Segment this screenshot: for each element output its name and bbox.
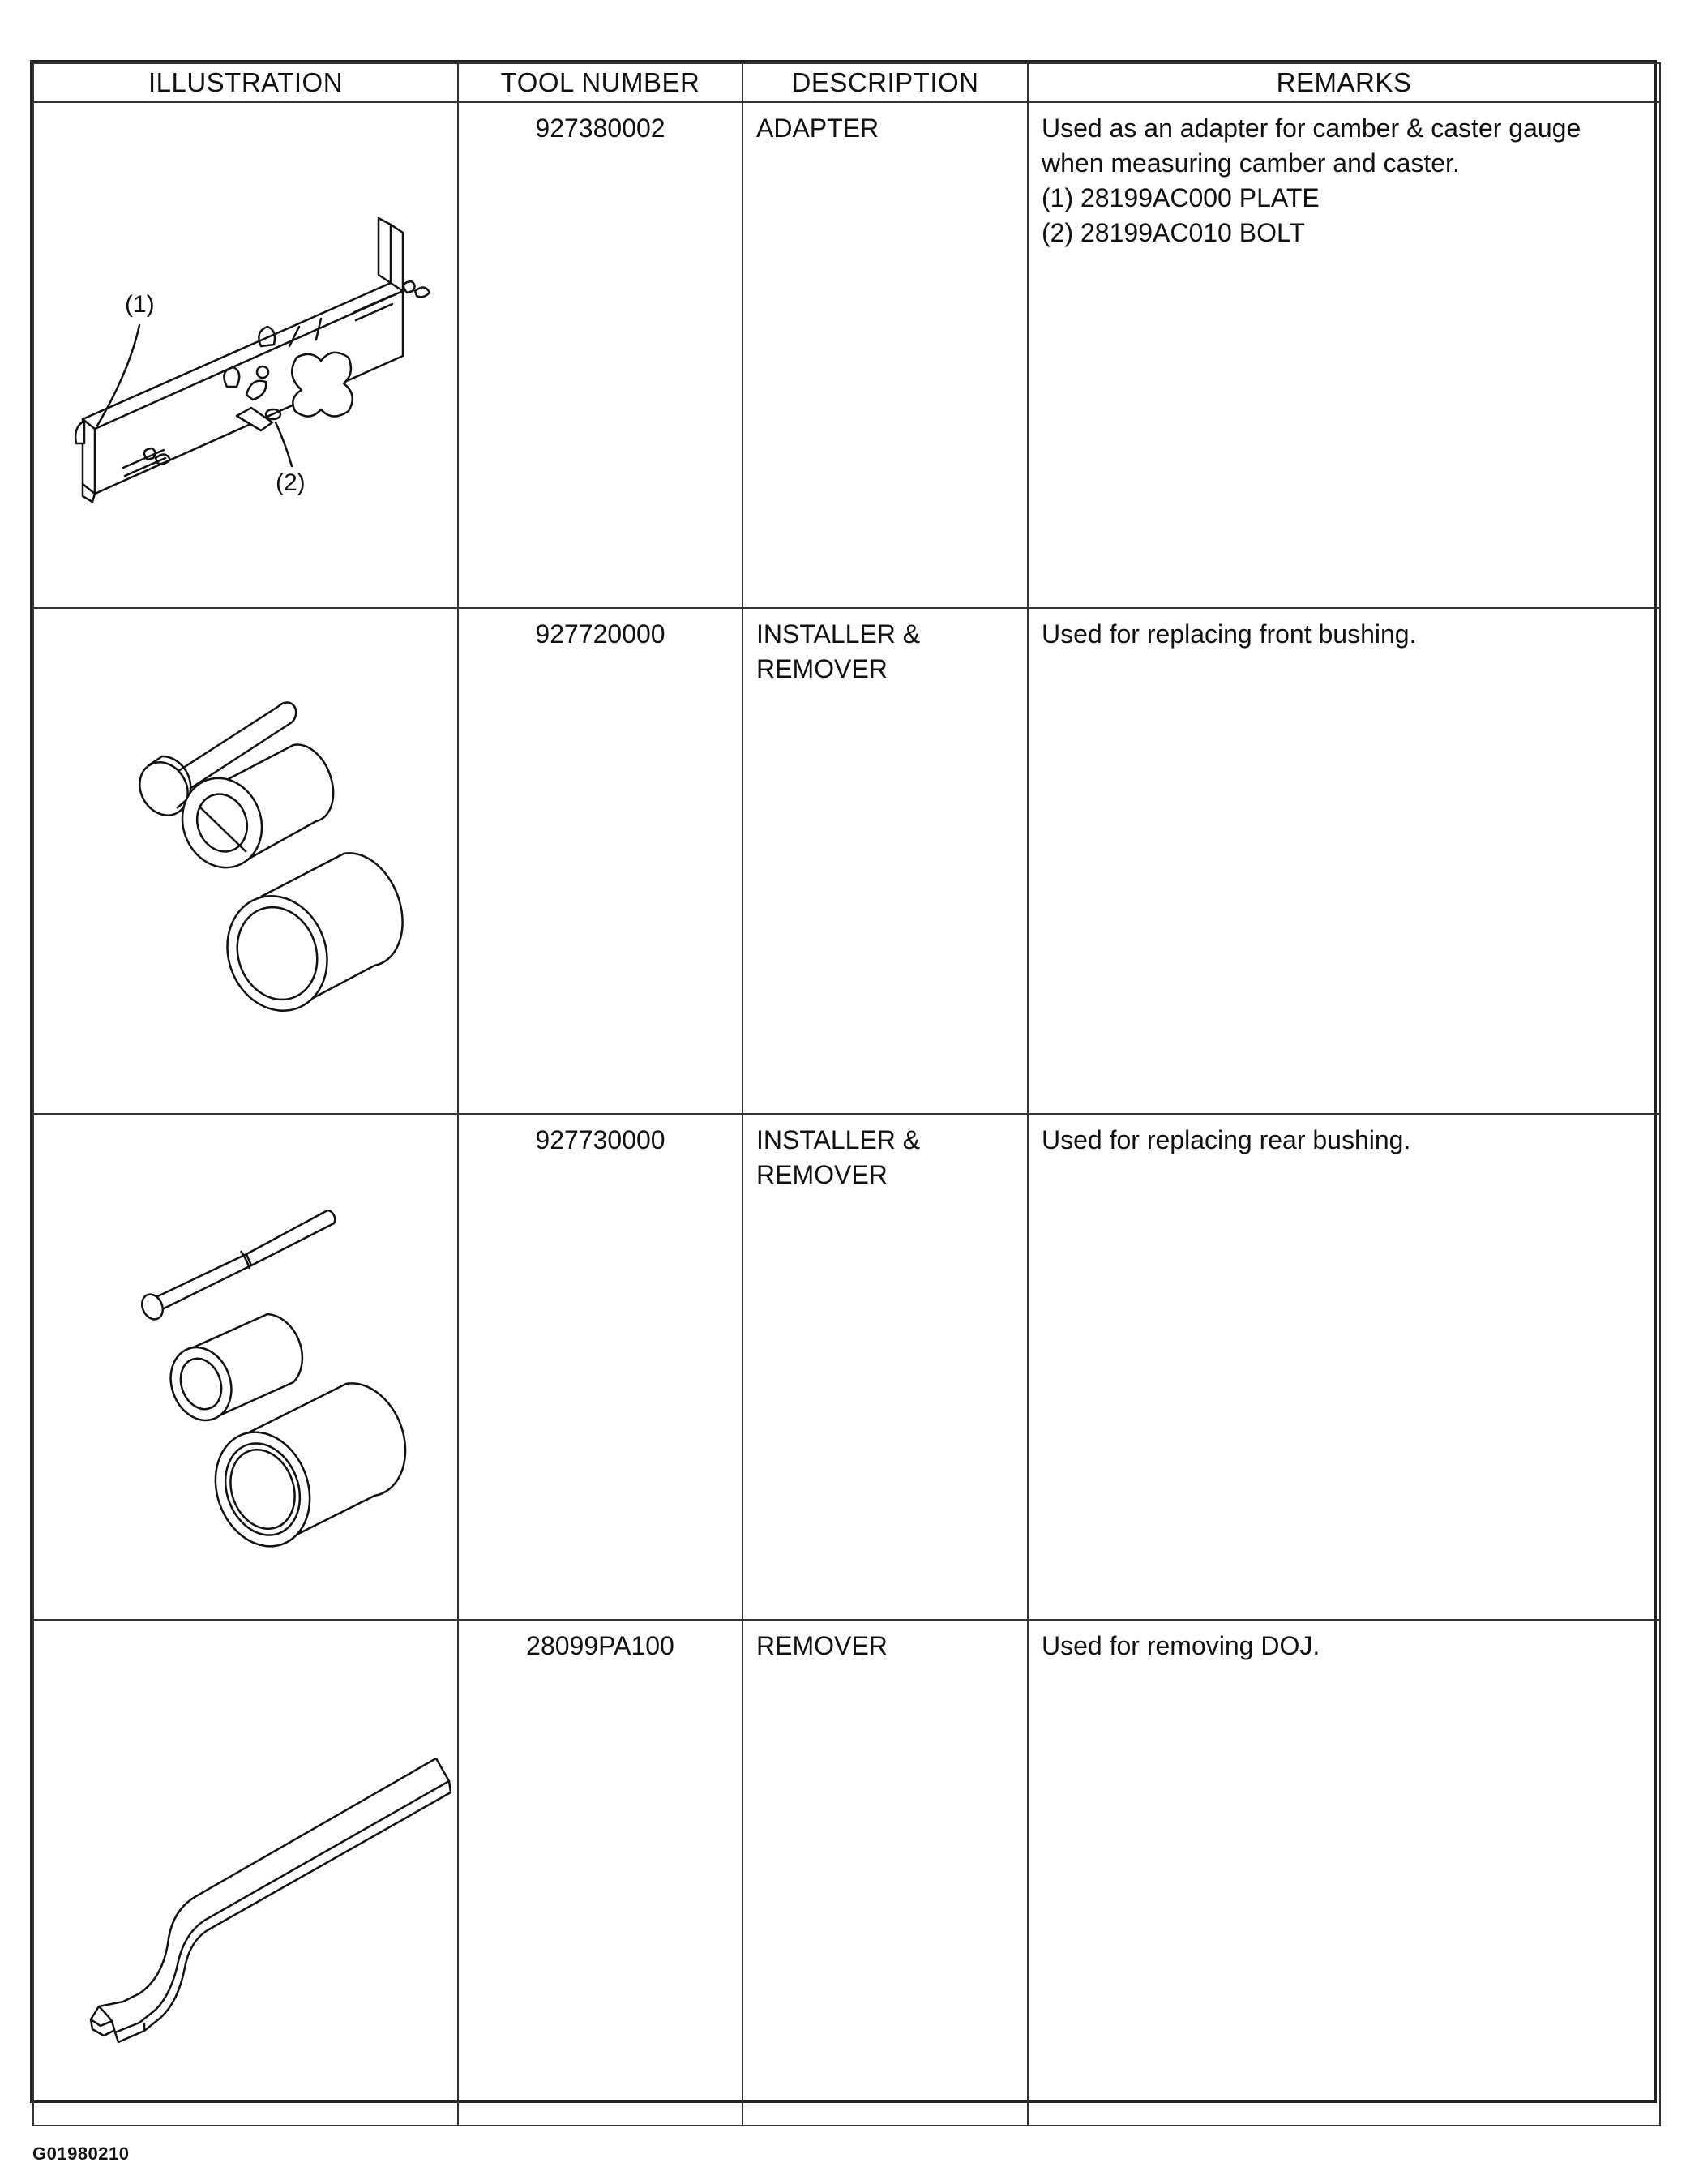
illustration-cell: [33, 102, 458, 608]
remarks-cell: [1028, 1620, 1660, 2126]
tool-number-cell: 28099PA100: [458, 1620, 742, 2126]
remarks-line: Used for removing DOJ.: [1042, 1631, 1320, 1660]
doj-remover-icon: [34, 1621, 459, 2117]
description-cell: [742, 608, 1028, 1114]
remarks-line: (2) 28199AC010 BOLT: [1042, 218, 1305, 247]
illustration-cell: [33, 1620, 458, 2126]
header-remarks: REMARKS: [1028, 63, 1660, 102]
description-cell: [742, 1114, 1028, 1620]
header-tool-number: TOOL NUMBER: [458, 63, 742, 102]
illustration-cell: [33, 1114, 458, 1620]
figure-code: G01980210: [32, 2143, 130, 2164]
front-bushing-installer-remover-icon: [34, 609, 459, 1105]
table-row: [33, 102, 1660, 608]
header-description: DESCRIPTION: [742, 63, 1028, 102]
tool-number-cell: 927720000: [458, 608, 742, 1114]
description-text: INSTALLER & REMOVER: [756, 1125, 921, 1189]
remarks-line: (1) 28199AC000 PLATE: [1042, 183, 1320, 212]
remarks-line: Used for replacing front bushing.: [1042, 619, 1417, 649]
special-tools-table: [32, 62, 1661, 2126]
table-row: [33, 608, 1660, 1114]
table-row: [33, 1114, 1660, 1620]
special-tools-table-frame: [30, 60, 1657, 2103]
callout-label-1: (1): [125, 291, 155, 318]
table-row: [33, 1620, 1660, 2126]
description-text: INSTALLER & REMOVER: [756, 619, 921, 683]
remarks-line: Used for replacing rear bushing.: [1042, 1125, 1411, 1154]
description-cell: REMOVER: [742, 1620, 1028, 2126]
rear-bushing-installer-remover-icon: [34, 1115, 459, 1611]
camber-caster-adapter-icon: [34, 103, 459, 599]
illustration-cell: [33, 608, 458, 1114]
tool-number-cell: 927730000: [458, 1114, 742, 1620]
callout-label-2: (2): [276, 469, 306, 496]
remarks-line: Used as an adapter for camber & caster gauge when measuring camber and caster.: [1042, 113, 1581, 178]
description-cell: ADAPTER: [742, 102, 1028, 608]
tool-number-cell: 927380002: [458, 102, 742, 608]
remarks-cell: [1028, 1114, 1660, 1620]
remarks-cell: [1028, 608, 1660, 1114]
header-illustration: ILLUSTRATION: [33, 63, 458, 102]
header-row: [33, 63, 1660, 102]
remarks-cell: [1028, 102, 1660, 608]
